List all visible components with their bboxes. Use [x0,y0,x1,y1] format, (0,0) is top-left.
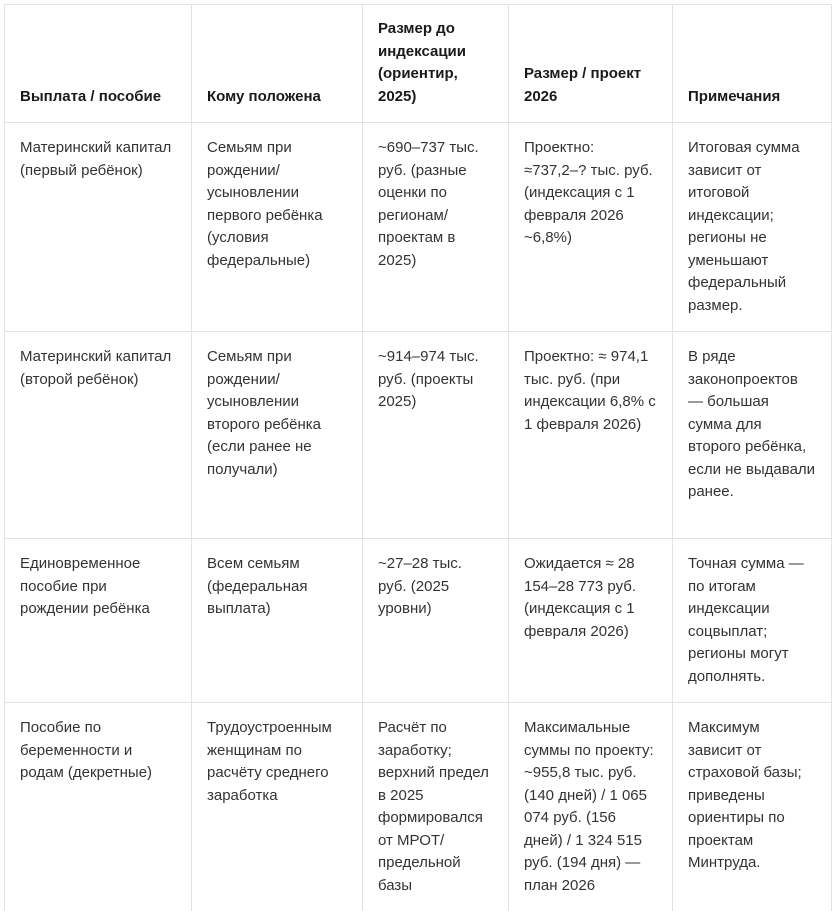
table-row [5,539,832,703]
cell-notes: В ряде законопроектов — большая сумма для второго ребёнка, если не выдавали ранее. [673,332,832,539]
table-header [5,5,832,123]
cell-amount-2026: Максимальные суммы по проекту: ~955,8 тыс. руб. (140 дней) / 1 065 074 руб. (156 дней) / 1 324 515 руб. (194 дня) — план 2026 [509,703,673,911]
cell-eligibility: Трудоустроенным женщинам по расчёту среднего заработка [192,703,363,911]
column-header-amount-2026: Размер / проект 2026 [509,5,673,123]
cell-amount-2025: ~914–974 тыс. руб. (проекты 2025) [363,332,509,539]
cell-amount-2026: Проектно: ≈737,2–? тыс. руб. (индексация с 1 февраля 2026 ~6,8%) [509,123,673,332]
benefits-table [4,4,832,911]
table-row [5,703,832,911]
cell-amount-2026: Ожидается ≈ 28 154–28 773 руб. (индексация с 1 февраля 2026) [509,539,673,703]
cell-payment: Пособие по беременности и родам (декретные) [5,703,192,911]
cell-notes: Максимум зависит от страховой базы; приведены ориентиры по проектам Минтруда. [673,703,832,911]
cell-eligibility: Всем семьям (федеральная выплата) [192,539,363,703]
column-header-eligibility: Кому положена [192,5,363,123]
cell-payment: Материнский капитал (второй ребёнок) [5,332,192,539]
table-row [5,332,832,539]
cell-amount-2025: Расчёт по заработку; верхний предел в 2025 формировался от МРОТ/ предельной базы [363,703,509,911]
table-body [5,123,832,911]
cell-payment: Материнский капитал (первый ребёнок) [5,123,192,332]
cell-amount-2026: Проектно: ≈ 974,1 тыс. руб. (при индексации 6,8% с 1 февраля 2026) [509,332,673,539]
column-header-amount-2025: Размер до индексации (ориентир, 2025) [363,5,509,123]
cell-notes: Точная сумма — по итогам индексации соцвыплат; регионы могут дополнять. [673,539,832,703]
cell-eligibility: Семьям при рождении/ усыновлении второго ребёнка (если ранее не получали) [192,332,363,539]
cell-amount-2025: ~27–28 тыс. руб. (2025 уровни) [363,539,509,703]
cell-payment: Единовременное пособие при рождении ребёнка [5,539,192,703]
table-row [5,123,832,332]
cell-eligibility: Семьям при рождении/ усыновлении первого ребёнка (условия федеральные) [192,123,363,332]
cell-notes: Итоговая сумма зависит от итоговой индексации; регионы не уменьшают федеральный размер. [673,123,832,332]
cell-amount-2025: ~690–737 тыс. руб. (разные оценки по регионам/ проектам в 2025) [363,123,509,332]
header-row [5,5,832,123]
column-header-notes: Примечания [673,5,832,123]
column-header-payment: Выплата / пособие [5,5,192,123]
